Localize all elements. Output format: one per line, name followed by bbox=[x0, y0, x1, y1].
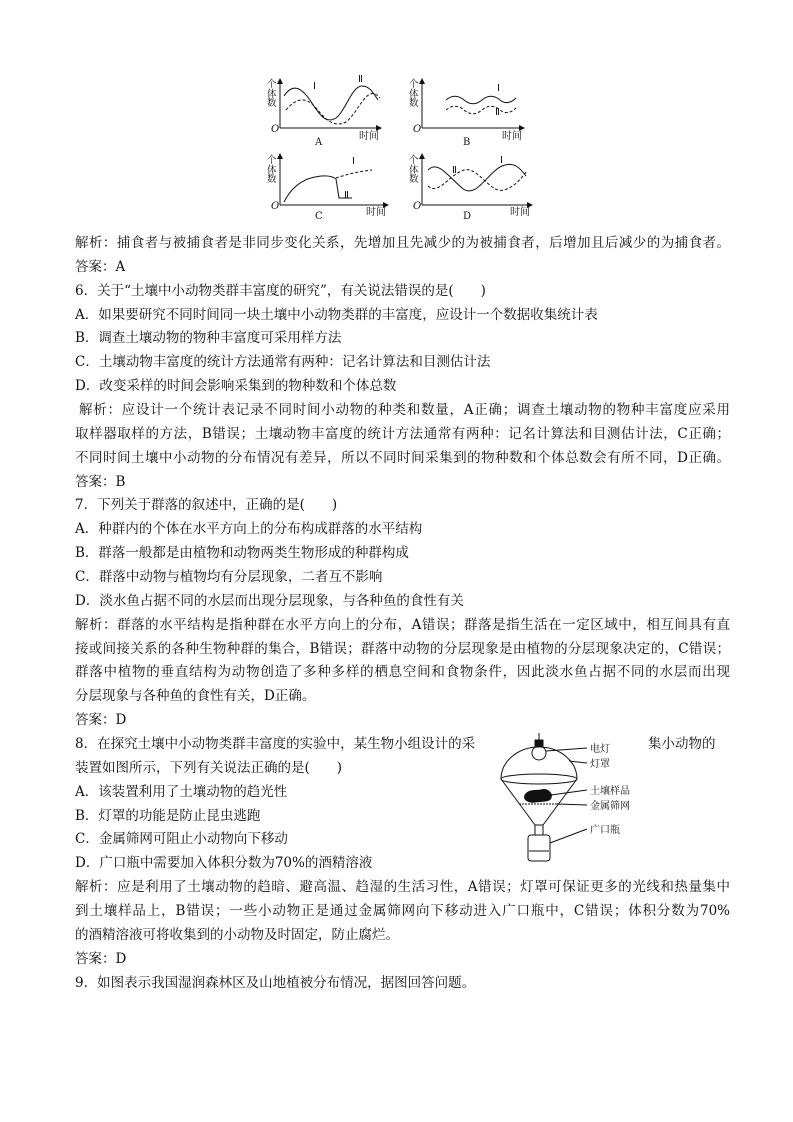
label-lamp: 电灯 bbox=[590, 744, 610, 755]
label-shade: 灯罩 bbox=[590, 759, 610, 770]
graph-c-curve-ii-label: Ⅱ bbox=[344, 190, 349, 201]
graph-c-curve-i-label: Ⅰ bbox=[352, 156, 355, 167]
graph-d-panel-label: D bbox=[463, 211, 472, 222]
q7-option-b: B．群落一般都是由植物和动物两类生物形成的种群构成 bbox=[75, 545, 409, 562]
graph-a-curve-solid bbox=[284, 86, 378, 120]
q5-answer: 答案：A bbox=[75, 258, 126, 275]
q6-analysis-line-2: 取样器取样的方法，B错误；土壤动物丰富度的统计方法通常有两种：记名计算法和目测估计法，C正确； bbox=[75, 425, 730, 442]
graph-d bbox=[422, 154, 532, 205]
graph-a-curve-i-label: Ⅰ bbox=[313, 81, 316, 92]
leader-mesh bbox=[557, 804, 587, 805]
graph-d-x-label: 时间 bbox=[510, 207, 530, 218]
q6-option-b: B．调查土壤动物的物种丰富度可采用样方法 bbox=[75, 330, 342, 347]
label-jar: 广口瓶 bbox=[590, 825, 620, 836]
graph-b-curve-ii-label: Ⅱ bbox=[495, 107, 500, 118]
leader-jar bbox=[550, 829, 587, 843]
q7-option-a: A．种群内的个体在水平方向上的分布构成群落的水平结构 bbox=[75, 521, 423, 538]
graph-d-y-label: 个体数 bbox=[409, 155, 419, 185]
graph-d-origin: O bbox=[413, 201, 422, 212]
q7-analysis-line-1: 解析：群落的水平结构是指种群在水平方向上的分布，A错误；群落是指生活在一定区域中，相互间具有直 bbox=[75, 616, 730, 633]
graph-a-panel-label: A bbox=[315, 137, 323, 148]
graph-b-curve-i-label: Ⅰ bbox=[497, 83, 500, 94]
graph-b bbox=[422, 79, 524, 128]
lamp-socket bbox=[535, 740, 543, 746]
graph-d-curve-i-label: Ⅰ bbox=[500, 155, 503, 166]
lamp-bulb-icon bbox=[532, 746, 546, 760]
graph-c-y-label: 个体数 bbox=[267, 155, 277, 185]
q8-analysis-line-2: 到土壤样品上，B错误；一些小动物正是通过金属筛网向下移动进入广口瓶中，C错误；体积分数为70% bbox=[75, 903, 730, 920]
q7-analysis-line-2: 接或间接关系的各种生物种群的集合，B错误；群落中动物的分层现象是由植物的分层现象决定的，C错误； bbox=[75, 640, 730, 657]
graph-d-curve-dashed bbox=[428, 170, 526, 191]
graph-c-panel-label: C bbox=[315, 211, 323, 222]
label-soil-sample: 土壤样品 bbox=[590, 786, 630, 797]
graph-d-curve-ii-label: Ⅱ bbox=[452, 165, 457, 176]
soil-animal-collector-figure bbox=[495, 733, 635, 868]
q9-stem: 9．如图表示我国湿润森林区及山地植被分布情况，据图回答问题。 bbox=[75, 974, 476, 991]
funnel-rim bbox=[501, 774, 577, 784]
graph-c-curve-dashed bbox=[336, 170, 372, 178]
funnel-neck bbox=[535, 825, 543, 835]
q8-option-d: D．广口瓶中需要加入体积分数为70%的酒精溶液 bbox=[75, 855, 373, 872]
graph-a-curve-ii-label: Ⅱ bbox=[358, 74, 363, 85]
q7-option-d: D．淡水鱼占据不同的水层而出现分层现象，与各种鱼的食性有关 bbox=[75, 592, 464, 609]
q8-option-a: A．该装置利用了土壤动物的趋光性 bbox=[75, 783, 288, 800]
q6-analysis-line-1: 解析：应设计一个统计表记录不同时间小动物的种类和数量，A正确；调查土壤动物的物种丰富度应采用 bbox=[79, 402, 730, 419]
q7-answer: 答案：D bbox=[75, 712, 127, 729]
graph-c-x-label: 时间 bbox=[366, 207, 386, 218]
graph-a-origin: O bbox=[271, 124, 280, 135]
q8-answer: 答案：D bbox=[75, 950, 127, 967]
leader-soil bbox=[551, 790, 587, 795]
q6-option-d: D．改变采样的时间会影响采集到的物种数和个体总数 bbox=[75, 378, 397, 395]
population-graphs bbox=[0, 0, 793, 230]
graph-a bbox=[280, 79, 381, 128]
q8-stem-left: 8．在探究土壤中小动物类群丰富度的实验中，某生物小组设计的采 bbox=[75, 736, 476, 753]
soil-sample bbox=[525, 790, 552, 803]
graph-b-y-label: 个体数 bbox=[409, 79, 419, 109]
graph-a-y-label: 个体数 bbox=[267, 79, 277, 109]
q8-stem-line-2: 装置如图所示，下列有关说法正确的是( ) bbox=[75, 759, 343, 776]
q8-option-c: C．金属筛网可阻止小动物向下移动 bbox=[75, 831, 288, 848]
graph-c-origin: O bbox=[271, 201, 280, 212]
graph-b-curve-dashed bbox=[446, 106, 516, 114]
q7-analysis-line-3: 群落中植物的垂直结构为动物创造了多种多样的栖息空间和食物条件，因此淡水鱼占据不同的水层而出现 bbox=[75, 664, 730, 681]
graph-b-curve-solid bbox=[446, 96, 516, 104]
q8-option-b: B．灯罩的功能是防止昆虫逃跑 bbox=[75, 807, 261, 824]
label-metal-mesh: 金属筛网 bbox=[590, 801, 630, 812]
q7-analysis-line-4: 分层现象与各种鱼的食性有关，D正确。 bbox=[75, 688, 316, 705]
q8-analysis-line-3: 的酒精溶液可将收集到的小动物及时固定，防止腐烂。 bbox=[75, 926, 399, 943]
q8-stem-right: 集小动物的 bbox=[648, 736, 716, 753]
q6-stem: 6．关于“土壤中小动物类群丰富度的研究”，有关说法错误的是( ) bbox=[75, 282, 486, 299]
q6-answer: 答案：B bbox=[75, 473, 126, 490]
q7-option-c: C．群落中动物与植物均有分层现象，二者互不影响 bbox=[75, 569, 383, 586]
q7-stem: 7．下列关于群落的叙述中，正确的是( ) bbox=[75, 497, 338, 514]
graph-b-x-label: 时间 bbox=[502, 131, 522, 142]
q5-analysis: 解析：捕食者与被捕食者是非同步变化关系，先增加且先减少的为被捕食者，后增加且后减少的为捕食者。 bbox=[75, 235, 730, 251]
q6-analysis-line-3: 不同时间土壤中小动物的分布情况有差异，所以不同时间采集到的物种数和个体总数会有所不同，D正确。 bbox=[75, 449, 730, 466]
graph-c bbox=[280, 154, 388, 205]
graph-b-panel-label: B bbox=[463, 137, 471, 148]
wide-mouth-jar bbox=[528, 835, 550, 861]
graph-a-x-label: 时间 bbox=[359, 131, 379, 142]
q8-analysis-line-1: 解析：应是利用了土壤动物的趋暗、避高温、趋湿的生活习性，A错误；灯罩可保证更多的光线和热量集中 bbox=[75, 879, 730, 896]
q6-option-a: A．如果要研究不同时间同一块土壤中小动物类群的丰富度，应设计一个数据收集统计表 bbox=[75, 306, 598, 323]
graph-b-origin: O bbox=[413, 124, 422, 135]
graph-c-curve-solid bbox=[284, 176, 352, 202]
funnel-right-side bbox=[543, 779, 577, 825]
document-body bbox=[75, 232, 730, 996]
q6-option-c: C．土壤动物丰富度的统计方法通常有两种：记名计算法和目测估计法 bbox=[75, 354, 491, 371]
